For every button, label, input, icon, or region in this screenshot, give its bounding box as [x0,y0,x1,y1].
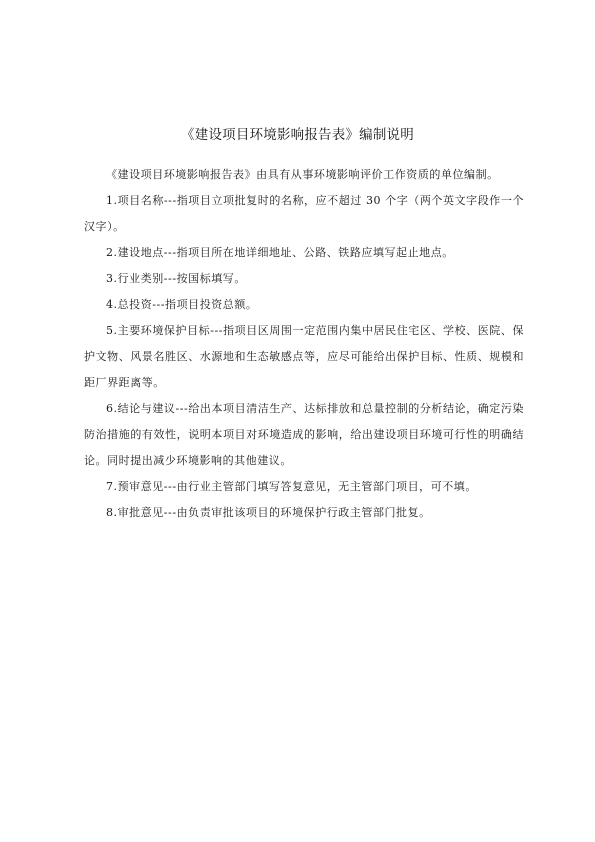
document-body [84,162,524,526]
item-conclusions: 6.结论与建议---给出本项目清洁生产、达标排放和总量控制的分析结论，确定污染防治措施的有效性，说明本项目对环境造成的影响，给出建设项目环境可行性的明确结论。同时提出减少环境影响的其他建议。 [84,402,524,467]
document-title: 《建设项目环境影响报告表》编制说明 [181,127,414,143]
intro-paragraph: 《建设项目环境影响报告表》由具有从事环境影响评价工作资质的单位编制。 [106,168,499,181]
item-protection-targets: 5.主要环境保护目标---指项目区周围一定范围内集中居民住宅区、学校、医院、保护文物、风景名胜区、水源地和生态敏感点等，应尽可能给出保护目标、性质、规模和距厂界距离等。 [84,324,524,389]
item-industry-category: 3.行业类别---按国标填写。 [106,272,246,285]
item-pre-review: 7.预审意见---由行业主管部门填写答复意见，无主管部门项目，可不填。 [106,480,477,493]
item-total-investment: 4.总投资---指项目投资总额。 [106,298,258,311]
item-approval: 8.审批意见---由负责审批该项目的环境保护行政主管部门批复。 [106,506,431,519]
item-construction-site: 2.建设地点---指项目所在地详细地址、公路、铁路应填写起止地点。 [106,246,454,259]
item-project-name: 1.项目名称---指项目立项批复时的名称，应不超过 30 个字（两个英文字段作一个汉字）。 [84,194,524,233]
